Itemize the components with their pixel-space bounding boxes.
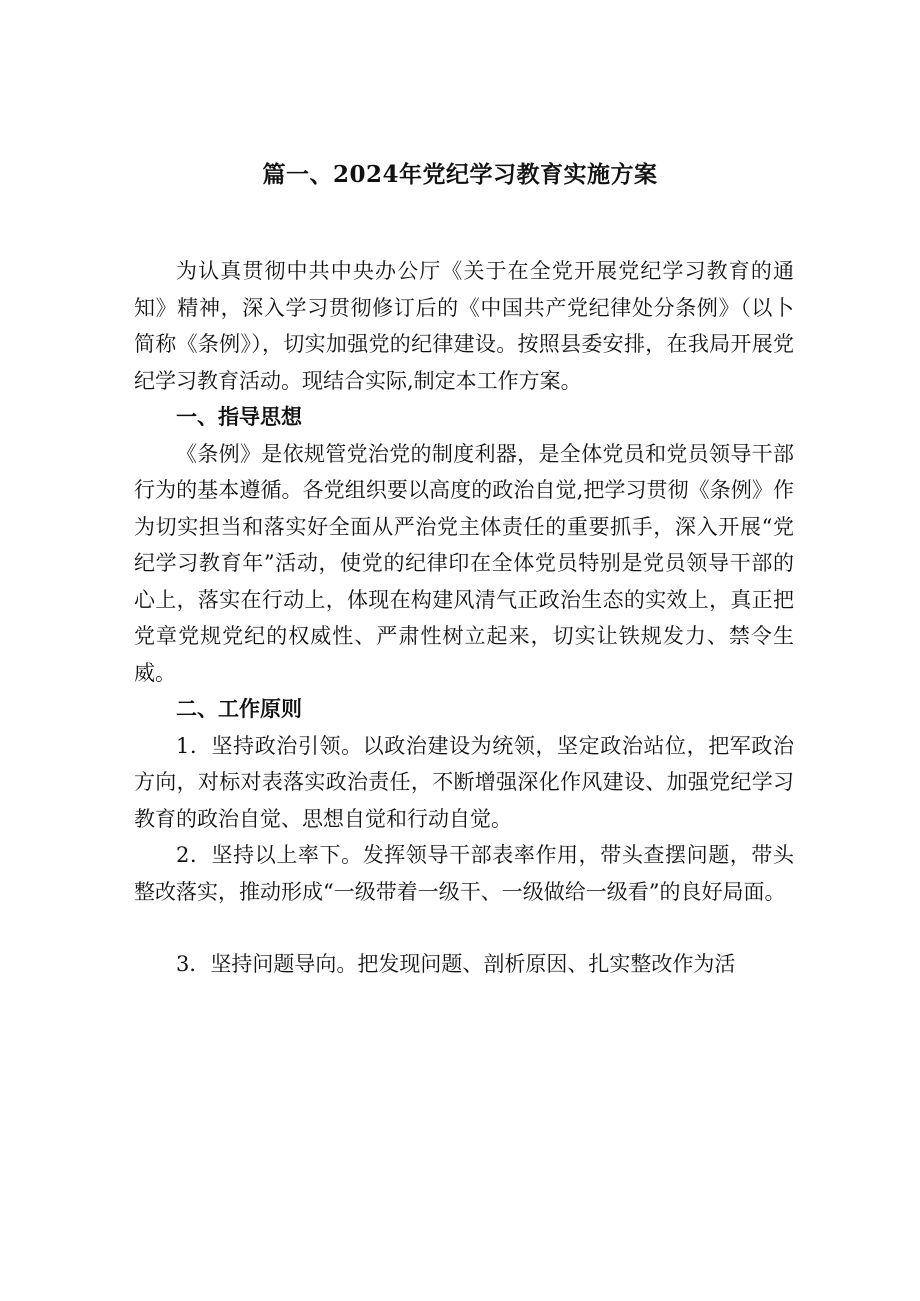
section-heading-work-principles: 二、工作原则 (176, 696, 302, 721)
document-title: 篇一、2024年党纪学习教育实施方案 (262, 161, 658, 188)
guiding-ideology-paragraph: 《条例》是依规管党治党的制度利器，是全体党员和党员领导干部行为的基本遵循。各党组织要以高度的政治自觉,把学习贯彻《条例》作为切实担当和落实好全面从严治党主体责任的重要抓手，深入开展“党纪学习教育年”活动，使党的纪律印在全体党员特别是党员领导干部的心上，落实在行动上，体现在构建风清气正政治生态的实效上，真正把党章党规党纪的权威性、严肃性树立起来，切实让铁规发力、禁令生威。 (134, 441, 794, 685)
principle-item: 1．坚持政治引领。以政治建设为统领，坚定政治站位，把军政治方向，对标对表落实政治责任，不断增强深化作风建设、加强党纪学习教育的政治自觉、思想自觉和行动自觉。 (134, 733, 794, 831)
principle-item: 3．坚持问题导向。把发现问题、剖析原因、扎实整改作为活 (176, 952, 736, 976)
document-body (134, 253, 794, 983)
intro-paragraph: 为认真贯彻中共中央办公厅《关于在全党开展党纪学习教育的通知》精神，深入学习贯彻修订后的《中国共产党纪律处分条例》（以卜简称《条例》），切实加强党的纪律建设。按照县委安排，在我局开展党纪学习教育活动。现结合实际,制定本工作方案。 (134, 259, 794, 393)
blank-line (134, 910, 794, 946)
section-heading-guiding-ideology: 一、指导思想 (176, 404, 302, 429)
principle-item: 2．坚持以上率下。发挥领导干部表率作用，带头查摆问题，带头整改落实，推动形成“一级带着一级干、一级做给一级看”的良好局面。 (134, 843, 794, 904)
